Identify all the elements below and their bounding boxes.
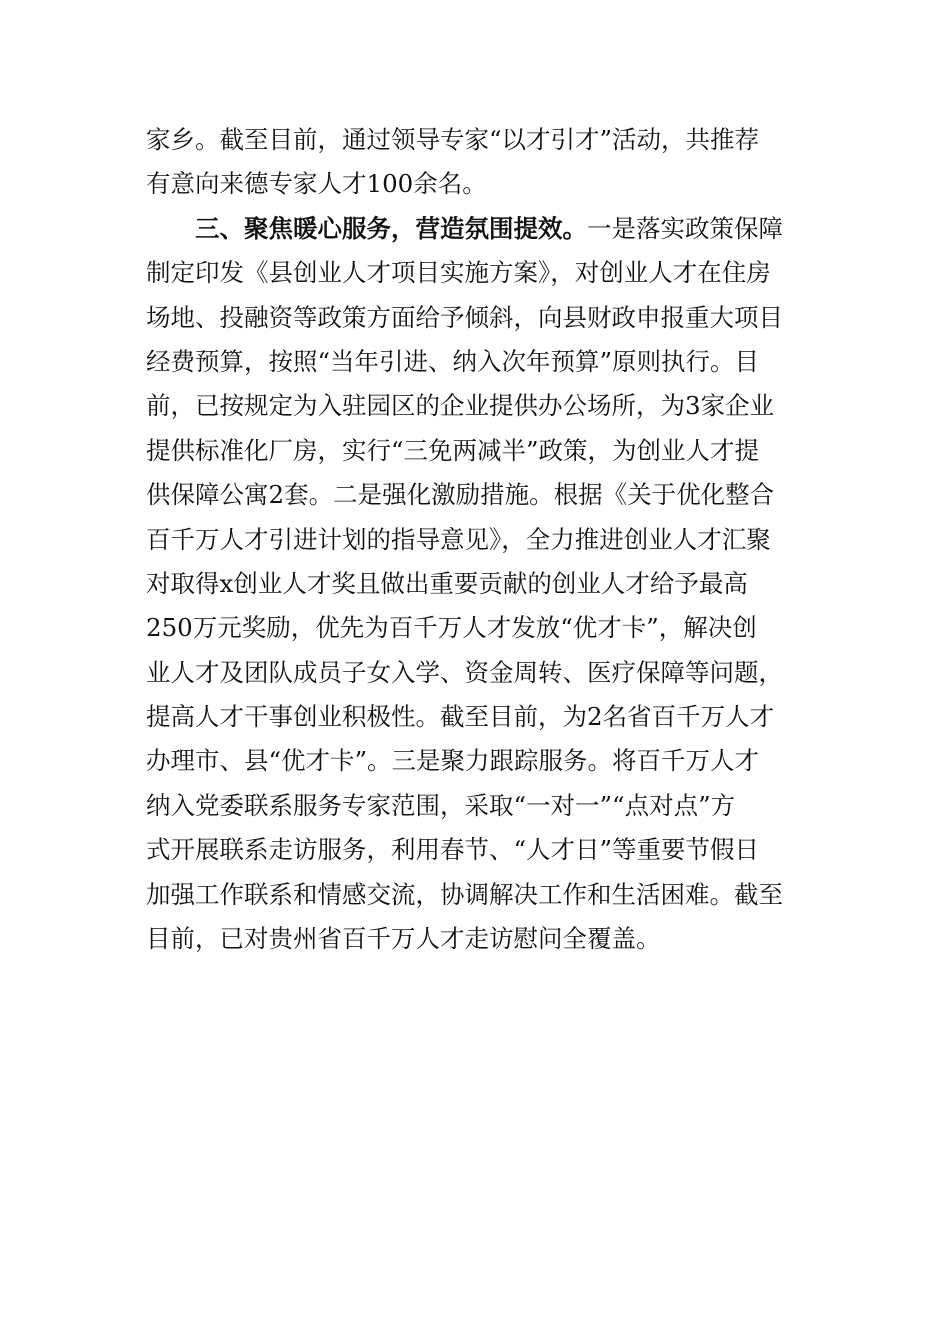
text-line-17: 式开展联系走访服务，利用春节、“人才日”等重要节假日 xyxy=(146,835,760,865)
text-line-16: 纳入党委联系服务专家范围，采取“一对一”“点对点”方 xyxy=(146,790,736,820)
text-line-18: 加强工作联系和情感交流，协调解决工作和生活困难。截至 xyxy=(146,879,783,909)
text-line-14: 提高人才干事创业积极性。截至目前，为2名省百千万人才 xyxy=(146,702,775,732)
text-line-15: 办理市、县“优才卡”。三是聚力跟踪服务。将百千万人才 xyxy=(146,746,760,776)
text-line-13: 业人才及团队成员子女入学、资金周转、医疗保障等问题， xyxy=(146,657,783,687)
body-text xyxy=(146,118,808,961)
section-heading-three: 三、聚焦暖心服务，营造氛围提效。 xyxy=(195,213,587,243)
text-line-2: 有意向来德专家人才100余名。 xyxy=(146,169,487,199)
text-line-7: 前，已按规定为入驻园区的企业提供办公场所，为3家企业 xyxy=(146,391,775,421)
text-line-8: 提供标准化厂房，实行“三免两减半”政策，为创业人才提 xyxy=(146,435,760,465)
text-line-6: 经费预算，按照“当年引进、纳入次年预算”原则执行。目 xyxy=(146,346,760,376)
text-line-4: 制定印发《县创业人才项目实施方案》，对创业人才在住房 xyxy=(146,258,771,288)
text-line-5: 场地、投融资等政策方面给予倾斜，向县财政申报重大项目 xyxy=(146,302,783,332)
text-line-12: 250万元奖励，优先为百千万人才发放“优才卡”，解决创 xyxy=(146,613,757,643)
text-line-10: 百千万人才引进计划的指导意见》，全力推进创业人才汇聚 xyxy=(146,524,771,554)
text-line-1: 家乡。截至目前，通过领导专家“以才引才”活动，共推荐 xyxy=(146,125,760,154)
text-line-19: 目前，已对贵州省百千万人才走访慰问全覆盖。 xyxy=(146,924,661,954)
section-heading-line xyxy=(146,207,808,251)
text-line-11: 对取得x创业人才奖且做出重要贡献的创业人才给予最高 xyxy=(146,568,748,598)
section-heading-continuation: 一是落实政策保障 xyxy=(587,213,783,243)
text-line-9: 供保障公寓2套。二是强化激励措施。根据《关于优化整合 xyxy=(146,480,775,510)
